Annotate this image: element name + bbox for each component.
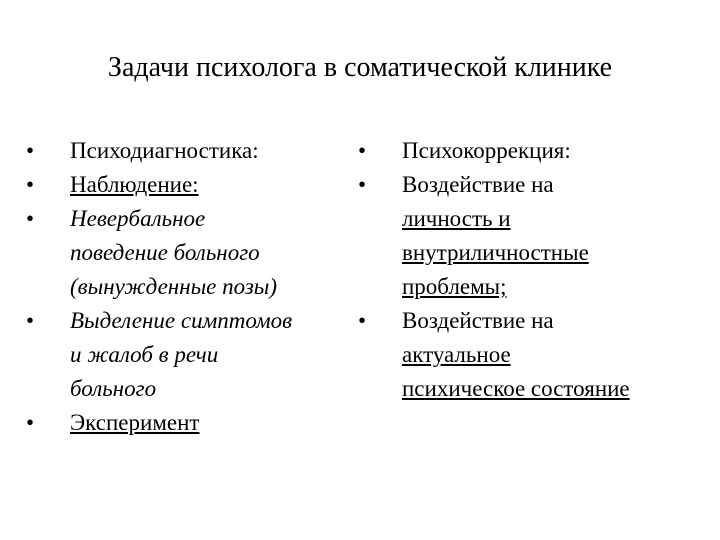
item-text-line: и жалоб в речи xyxy=(70,342,219,367)
bullet-icon: • xyxy=(26,308,35,333)
item-text-line: Воздействие на xyxy=(402,172,554,197)
item-text-line: психическое состояние xyxy=(402,376,630,401)
right-column xyxy=(358,134,708,406)
item-text: Эксперимент xyxy=(70,410,200,435)
left-bullet-list xyxy=(26,134,366,440)
item-text-line: Воздействие на xyxy=(402,308,554,333)
item-text-line: проблемы; xyxy=(402,274,507,299)
left-column xyxy=(26,134,366,440)
item-text-line: актуальное xyxy=(402,342,511,367)
bullet-icon: • xyxy=(26,206,35,231)
bullet-icon: • xyxy=(26,410,35,435)
item-text: Наблюдение: xyxy=(70,172,199,197)
item-text-line: Выделение симптомов xyxy=(70,308,293,333)
list-item-experiment xyxy=(26,406,366,440)
item-text-line: Невербальное xyxy=(70,206,206,231)
list-item-psychocorrection xyxy=(358,134,708,168)
bullet-icon: • xyxy=(358,308,367,333)
list-item-state-influence xyxy=(358,304,708,406)
item-text-line: поведение больного xyxy=(70,240,260,265)
list-item-personality-influence xyxy=(358,168,708,304)
bullet-icon: • xyxy=(26,138,35,163)
list-item-observation xyxy=(26,168,366,202)
item-text: Психокоррекция: xyxy=(402,138,571,163)
bullet-icon: • xyxy=(358,138,367,163)
list-item-symptoms-complaints xyxy=(26,304,366,406)
right-bullet-list xyxy=(358,134,708,406)
item-text-line: (вынужденные позы) xyxy=(70,274,278,299)
bullet-icon: • xyxy=(358,172,367,197)
item-text-line: внутриличностные xyxy=(402,240,589,265)
list-item-psychodiagnostics xyxy=(26,134,366,168)
bullet-icon: • xyxy=(26,172,35,197)
item-text: Психодиагностика: xyxy=(70,138,259,163)
list-item-nonverbal-behavior xyxy=(26,202,366,304)
item-text-line: личность и xyxy=(402,206,511,231)
slide-title: Задачи психолога в соматической клинике xyxy=(107,52,613,83)
item-text-line: больного xyxy=(70,376,157,401)
